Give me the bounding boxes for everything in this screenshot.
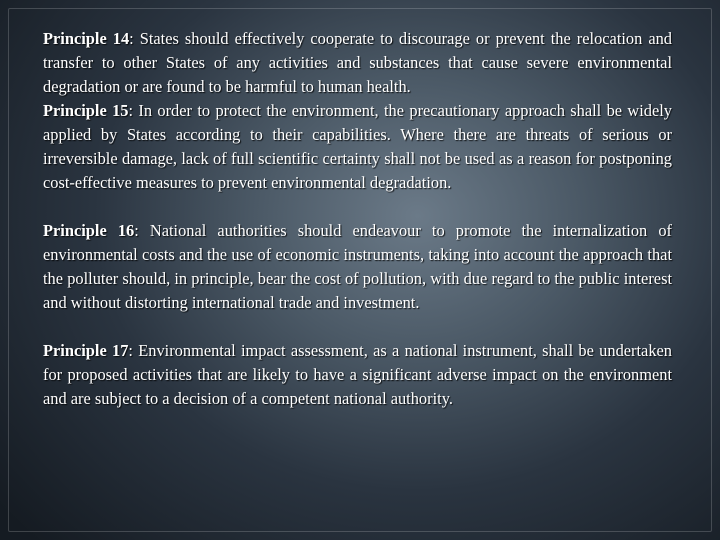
principle-15-label: Principle 15: [43, 101, 129, 120]
principle-16-text: : National authorities should endeavour to promote the internalization of environmental costs and the use of economic instruments, taking into account the approach that the polluter should, in principle, bear the cost of pollution, with due regard to the public interest and without distorting international trade and investment.: [43, 221, 673, 312]
principle-16-label: Principle 16: [43, 221, 135, 240]
principle-17-paragraph: [43, 339, 672, 411]
principle-15-paragraph: [43, 99, 672, 195]
principle-16-paragraph: [43, 219, 672, 315]
principles-text-body: [43, 27, 672, 411]
paragraph-spacer: [43, 195, 672, 219]
principle-14-text: : States should effectively cooperate to discourage or prevent the relocation and transfer to other States of any activities and substances that cause severe environmental degradation or are found to be harmful to human health.: [43, 29, 672, 96]
paragraph-spacer: [43, 315, 672, 339]
principle-14-paragraph: [43, 27, 672, 99]
principle-14-label: Principle 14: [43, 29, 130, 48]
principle-17-label: Principle 17: [43, 341, 129, 360]
principle-15-text: : In order to protect the environment, the precautionary approach shall be widely applied by States according to their capabilities. Where there are threats of serious or irreversible damage, lack of full scientific certainty shall not be used as a reason for postponing cost-effective measures to prevent environmental degradation.: [43, 101, 673, 192]
principle-17-text: : Environmental impact assessment, as a national instrument, shall be undertaken for proposed activities that are likely to have a significant adverse impact on the environment and are subject to a decision of a competent national authority.: [43, 341, 673, 408]
